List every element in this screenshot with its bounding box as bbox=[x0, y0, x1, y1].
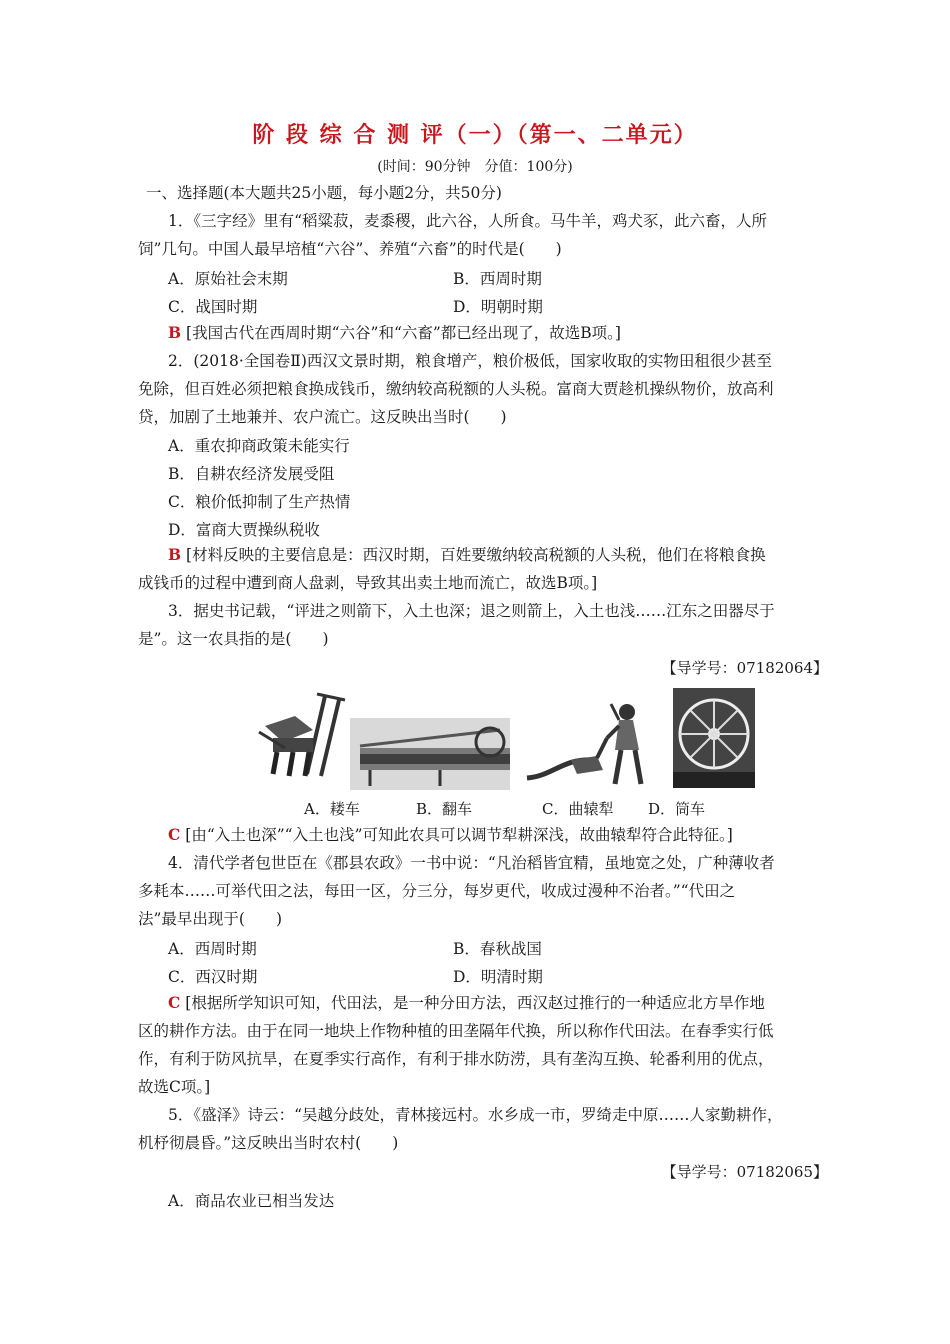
q2-explanation-line2: 成钱币的过程中遭到商人盘剥，导致其出卖土地而流亡，故选B项。] bbox=[138, 574, 598, 592]
q1-answer-explanation bbox=[168, 323, 621, 343]
q2-stem-line3: 贷，加剧了土地兼并、农户流亡。这反映出当时( ) bbox=[138, 408, 507, 426]
q4-option-b: B．春秋战国 bbox=[453, 940, 542, 958]
q1-option-d: D．明朝时期 bbox=[453, 298, 543, 316]
q2-explanation-line1: [材料反映的主要信息是：西汉时期，百姓要缴纳较高税额的人头税，他们在将粮食换 bbox=[186, 546, 766, 564]
q1-option-c: C．战国时期 bbox=[168, 298, 258, 316]
q3-stem-line1: 3．据史书记载，“评进之则箭下，入土也深；退之则箭上，入土也浅……江东之田器尽于 bbox=[168, 602, 775, 620]
q5-stem-line1: 5．《盛泽》诗云：“吴越分歧处，青林接远村。水乡成一市，罗绮走中原……人家勤耕作， bbox=[168, 1106, 783, 1124]
q4-stem-line1: 4．清代学者包世臣在《郡县农政》一书中说：“凡治稻皆宜精，虽地宽之处，广种薄收者 bbox=[168, 854, 775, 872]
q4-explanation-line4: 故选C项。] bbox=[138, 1078, 211, 1096]
q2-option-b: B．自耕农经济发展受阻 bbox=[168, 465, 335, 483]
q4-answer-explanation bbox=[168, 993, 765, 1013]
q4-explanation-line1: [根据所学知识可知，代田法，是一种分田方法，西汉赵过推行的一种适应北方旱作地 bbox=[185, 994, 765, 1012]
q4-option-c: C．西汉时期 bbox=[168, 968, 258, 986]
q2-stem-line2: 免除，但百姓必须把粮食换成钱币，缴纳较高税额的人头税。富商大贾趁机操纵物价，放高利 bbox=[138, 380, 774, 398]
q3-stem-line2: 是”。这一农具指的是( ) bbox=[138, 630, 329, 648]
q2-option-d: D．富商大贾操纵税收 bbox=[168, 521, 320, 539]
q2-option-c: C．粮价低抑制了生产热情 bbox=[168, 493, 351, 511]
q3-figure-row bbox=[255, 688, 755, 788]
exam-time-score: (时间：90分钟 分值：100分) bbox=[377, 159, 573, 175]
q1-option-b: B．西周时期 bbox=[453, 270, 542, 288]
q1-stem-line2: 饲”几句。中国人最早培植“六谷”、养殖“六畜”的时代是( ) bbox=[138, 240, 562, 258]
q4-explanation-line2: 区的耕作方法。由于在同一地块上作物种植的田垄隔年代换，所以称作代田法。在春季实行低 bbox=[138, 1022, 774, 1040]
q2-answer-explanation bbox=[168, 545, 766, 565]
q4-option-d: D．明清时期 bbox=[453, 968, 543, 986]
q3-caption-c: C．曲辕犁 bbox=[542, 800, 614, 818]
q1-answer: B bbox=[168, 323, 182, 342]
q3-guide-number: 【导学号：07182064】 bbox=[661, 659, 828, 677]
seed-drill-image bbox=[255, 688, 347, 784]
q3-caption-a: A．耧车 bbox=[304, 800, 360, 818]
q2-option-a: A．重农抑商政策未能实行 bbox=[168, 437, 350, 455]
q5-guide-number: 【导学号：07182065】 bbox=[661, 1163, 828, 1181]
q3-answer-explanation bbox=[168, 825, 733, 845]
q1-stem-line1: 1．《三字经》里有“稻粱菽，麦黍稷，此六谷，人所食。马牛羊，鸡犬豕，此六畜，人所 bbox=[168, 212, 768, 230]
q1-option-a: A．原始社会末期 bbox=[168, 270, 288, 288]
q5-stem-line2: 机杼彻晨昏。”这反映出当时农村( ) bbox=[138, 1134, 399, 1152]
section-heading: 一、选择题(本大题共25小题，每小题2分，共50分) bbox=[146, 184, 502, 202]
q4-explanation-line3: 作，有利于防风抗旱，在夏季实行高作，有利于排水防涝，具有垄沟互换、轮番利用的优点， bbox=[138, 1050, 774, 1068]
q2-answer: B bbox=[168, 545, 182, 564]
q1-explanation: [我国古代在西周时期“六谷”和“六畜”都已经出现了，故选B项。] bbox=[186, 324, 621, 342]
q4-answer: C bbox=[168, 993, 181, 1012]
q4-stem-line3: 法”最早出现于( ) bbox=[138, 910, 283, 928]
q4-option-a: A．西周时期 bbox=[168, 940, 257, 958]
q5-option-a: A．商品农业已相当发达 bbox=[168, 1192, 335, 1210]
q2-stem-line1: 2．(2018·全国卷Ⅱ)西汉文景时期，粮食增产，粮价极低，国家收取的实物田租很少甚至 bbox=[168, 352, 772, 370]
q3-explanation: [由“入土也深”“入土也浅”可知此农具可以调节犁耕深浅，故曲辕犁符合此特征。] bbox=[185, 826, 733, 844]
q3-answer: C bbox=[168, 825, 181, 844]
q3-caption-d: D．筒车 bbox=[648, 800, 706, 818]
page-title: 阶 段 综 合 测 评（一）（第一、二单元） bbox=[252, 122, 698, 148]
q3-caption-b: B．翻车 bbox=[416, 800, 473, 818]
water-lift-chain-image bbox=[350, 718, 510, 790]
bamboo-water-wheel-image bbox=[673, 688, 755, 788]
q4-stem-line2: 多耗本……可举代田之法，每田一区，分三分，每岁更代，收成过漫种不治者。”“代田之 bbox=[138, 882, 736, 900]
curved-shaft-plow-image bbox=[523, 698, 653, 788]
